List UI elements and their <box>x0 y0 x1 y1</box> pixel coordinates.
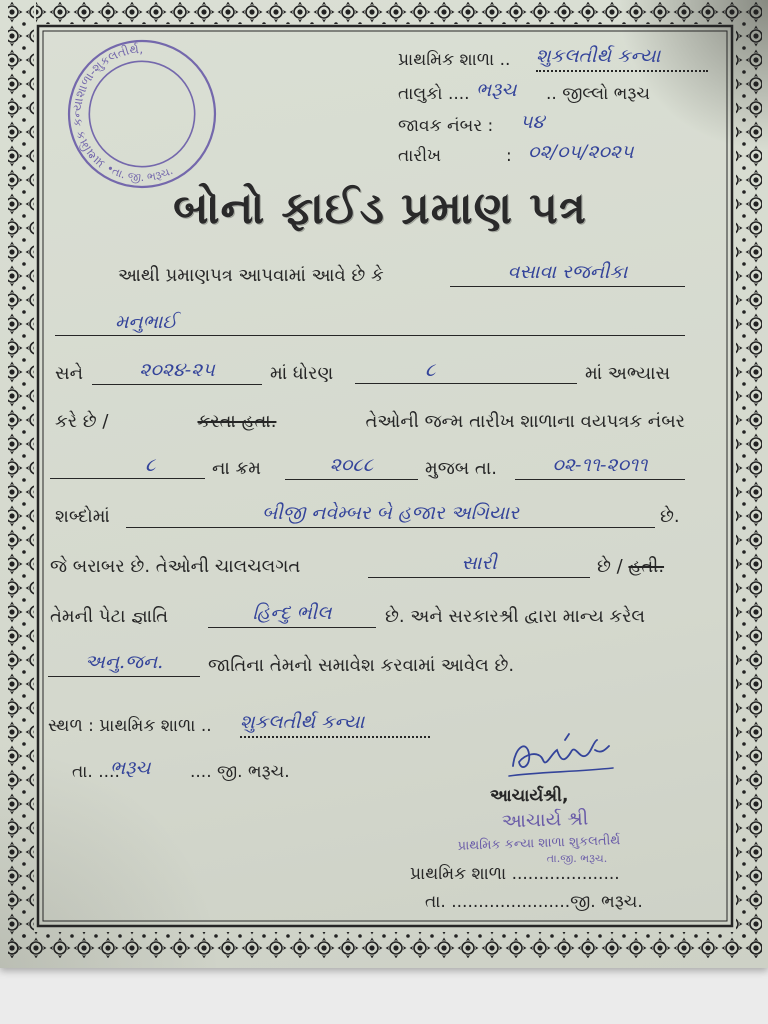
serial-label: ના ક્રમ <box>212 458 261 479</box>
register-text: તેઓની જન્મ તારીખ શાળાના વયપત્રક નંબર <box>365 411 685 432</box>
serial-number: ૨૦૮૮ <box>285 451 418 480</box>
intro-text: આથી પ્રમાણપત્ર આપવામાં આવે છે કે <box>118 265 384 286</box>
as-per-label: મુજબ તા. <box>425 458 497 479</box>
standard-label: માં ધોરણ <box>270 363 334 384</box>
in-words-label: શબ્દોમાં <box>55 506 110 527</box>
principal-title: આચાર્યશ્રી, <box>490 786 569 806</box>
conduct-present: છે / <box>597 556 623 577</box>
place-label: સ્થળ : પ્રાથમિક શાળા .. <box>48 716 212 736</box>
school-round-stamp <box>56 28 228 200</box>
certificate-title: બોનો ફાઈડ પ્રમાણ પત્ર <box>173 183 587 234</box>
footer-school-line: પ્રાથમિક શાળા .................... <box>410 864 620 884</box>
outward-number-label: જાવક નંબર : <box>398 116 494 136</box>
taluka-value: ભરૂચ <box>476 79 517 101</box>
date-value: ૦૨/૦૫/૨૦૨૫ <box>528 141 634 163</box>
conduct-label: જે બરાબર છે. તેઓની ચાલચલગત <box>50 556 301 577</box>
place-value: શુકલતીર્થ કન્યા <box>240 708 430 738</box>
academic-year: ૨૦૨૪-૨૫ <box>92 356 262 385</box>
district-label: .. જીલ્લો ભરૂચ <box>546 84 650 104</box>
stamp-school-line: પ્રાથમિક કન્યા શાળા શુકલતીર્થ <box>457 833 621 854</box>
taluka-label: તાલુકો .... <box>398 84 470 104</box>
study-label: માં અભ્યાસ <box>585 363 671 384</box>
stamp-taluka-line: તા.જી. ભરૂચ. <box>546 852 608 865</box>
father-name: મનુભાઈ <box>55 308 685 336</box>
birth-date: ૦૨-૧૧-૨૦૧૧ <box>515 451 685 480</box>
stamp-principal-line: આચાર્ય શ્રી <box>501 807 589 833</box>
conduct-value: સારી <box>368 549 590 578</box>
principal-signature <box>505 732 620 784</box>
date-label: તારીખ <box>398 146 442 166</box>
subcaste-label: તેમની પેટા જ્ઞાતિ <box>50 606 169 627</box>
studying-text: કરે છે / <box>55 411 109 432</box>
in-words-end: છે. <box>660 506 680 527</box>
struck-option: કરતા હતા. <box>197 411 277 432</box>
school-value: શુકલતીર્થ કન્યા <box>536 42 708 72</box>
standard-value: ૮ <box>355 356 577 384</box>
birth-date-sentence <box>55 408 685 436</box>
stamp-ring-text: પ્રાથમિક કન્યાશાળા-શુકલતીર્થ, <box>70 42 144 171</box>
footer-taluka-line: તા. ......................જી. ભરૂચ. <box>425 892 643 912</box>
footer-taluka-prefix: તા. .... <box>72 762 120 782</box>
subcaste-value: હિન્દુ ભીલ <box>208 599 376 628</box>
stamp-bottom-text: •તા. જી. ભરૂચ. <box>104 161 175 185</box>
footer-taluka-value: ભરૂચ <box>110 757 151 779</box>
school-label: પ્રાથમિક શાળા .. <box>398 50 511 70</box>
category-value: અનુ.જન. <box>48 648 200 677</box>
conduct-end <box>597 553 687 581</box>
category-end: જાતિના તેમનો સમાવેશ કરવામાં આવેલ છે. <box>208 655 515 676</box>
border-strip-top <box>36 2 736 24</box>
border-strip-right <box>736 2 762 958</box>
struck-option: હતી. <box>628 556 665 577</box>
subcaste-end: છે. અને સરકારશ્રી દ્વારા માન્ય કરેલ <box>385 606 646 627</box>
register-number: ૮ <box>50 451 205 479</box>
date-colon: : <box>506 146 512 166</box>
year-label: સને <box>55 363 83 384</box>
outward-number-value: ૫૪ <box>520 111 545 133</box>
student-name: વસાવા રજનીકા <box>450 258 685 287</box>
border-strip-left <box>8 2 34 958</box>
border-strip-bottom <box>8 932 762 958</box>
footer-taluka-suffix: .... જી. ભરૂચ. <box>190 762 290 782</box>
birth-date-words: બીજી નવેમ્બર બે હજાર અગિયાર <box>126 499 655 528</box>
